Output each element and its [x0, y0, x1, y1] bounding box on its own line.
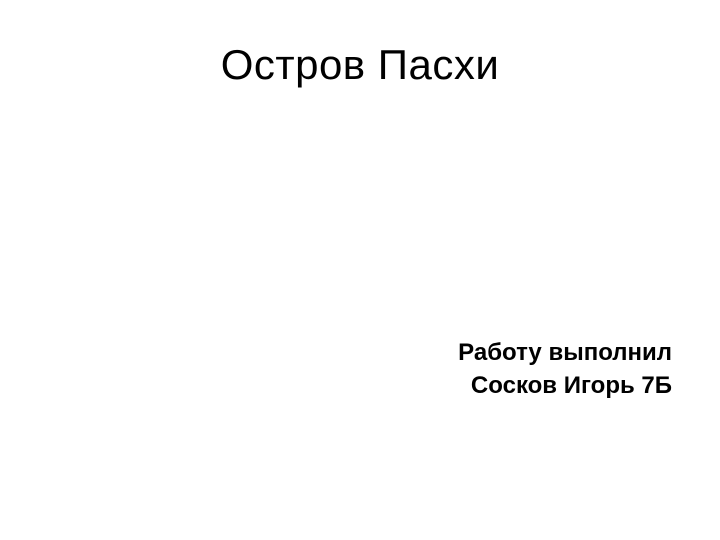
slide-title: Остров Пасхи [220, 41, 500, 88]
credits-block [458, 336, 672, 402]
credit-line-author-role: Работу выполнил [458, 339, 672, 366]
credit-line-author-name: Сосков Игорь 7Б [470, 372, 672, 399]
